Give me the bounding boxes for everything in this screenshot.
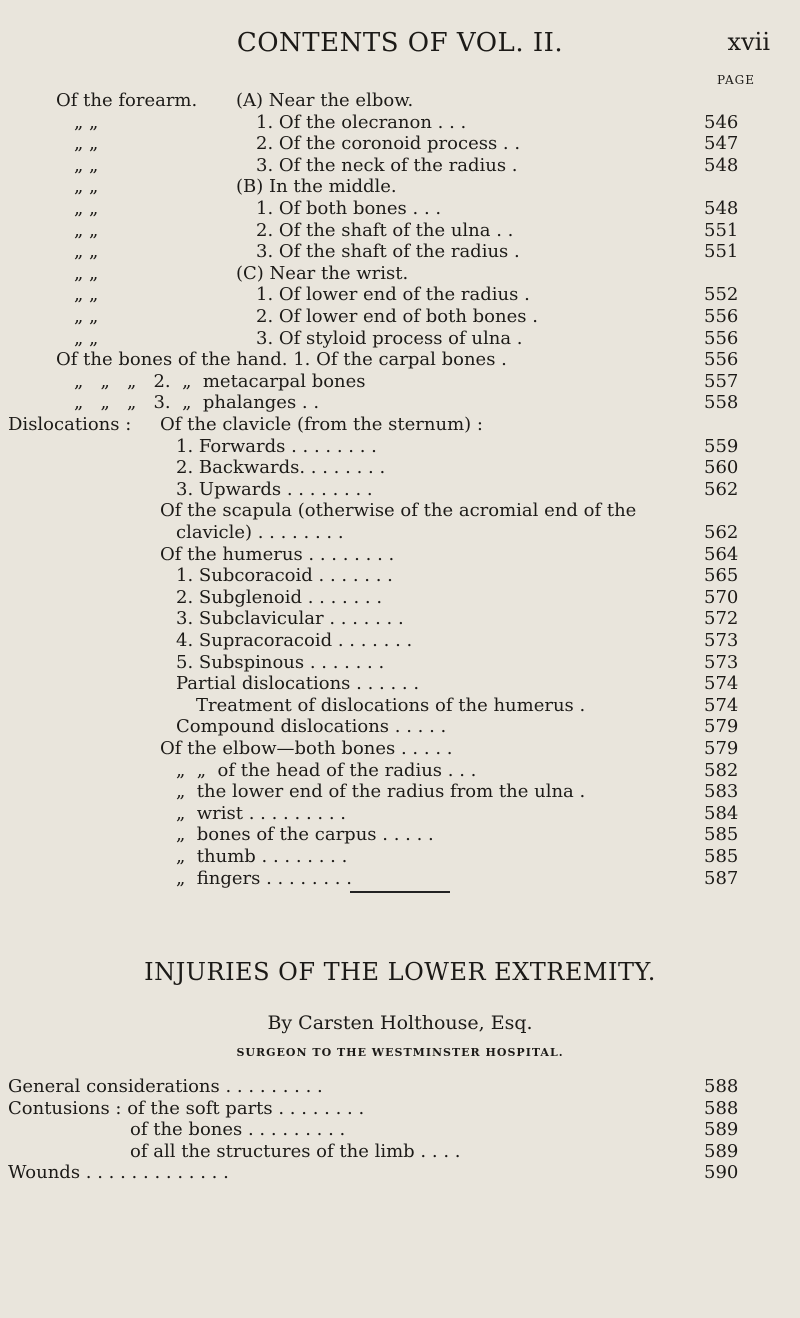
page-number: 548 [704, 154, 739, 176]
toc-entry: Wounds . . . . . . . . . . . . . [8, 1162, 229, 1184]
toc-entry-prefix: „ „ [74, 306, 99, 327]
page-number: 547 [704, 133, 739, 155]
page-number: 556 [704, 327, 739, 349]
toc-entry: „ fingers . . . . . . . . [176, 867, 352, 889]
toc-entry-prefix: „ „ [74, 198, 99, 219]
toc-section-label: Dislocations : [8, 414, 132, 435]
toc-entry: General considerations . . . . . . . . . [8, 1076, 323, 1097]
toc-entry: Of the humerus . . . . . . . . [160, 543, 395, 565]
toc-entry: 1. Of both bones . . . [256, 198, 442, 219]
page-number: 560 [704, 457, 739, 479]
page-number: 570 [704, 586, 739, 608]
toc-entry: „ the lower end of the radius from the ulna . [176, 781, 586, 803]
page-number: 579 [704, 738, 739, 759]
toc-entry: 5. Subspinous . . . . . . . [176, 651, 385, 673]
toc-entry: (A) Near the elbow. [236, 90, 414, 111]
toc-entry: 1. Forwards . . . . . . . . [176, 435, 377, 457]
page-number: 582 [704, 759, 739, 781]
section-title: INJURIES OF THE LOWER EXTREMITY. [144, 958, 656, 986]
toc-entry: Of the elbow—both bones . . . . . [160, 738, 453, 759]
page-number: 583 [704, 781, 739, 803]
toc-entry: 3. Of styloid process of ulna . [256, 327, 523, 349]
page-number: 559 [704, 435, 739, 457]
toc-entry: „ thumb . . . . . . . . [176, 846, 348, 867]
toc-entry: 3. Subclavicular . . . . . . . [176, 608, 404, 630]
page-number: 564 [704, 543, 739, 565]
page-number: 546 [704, 111, 739, 133]
page-number: 588 [704, 1097, 739, 1119]
toc-entry: of the bones . . . . . . . . . [130, 1119, 346, 1141]
toc-entry: 2. Of lower end of both bones . [256, 306, 538, 327]
page-number: 574 [704, 694, 739, 716]
toc-entry: Contusions : of the soft parts . . . . . . . . [8, 1097, 365, 1119]
toc-entry-prefix: Of the forearm. [56, 90, 198, 111]
toc-entry: „ wrist . . . . . . . . . [176, 802, 346, 824]
toc-entry: „ „ „ 2. „ metacarpal bones [74, 370, 366, 392]
toc-entry: (C) Near the wrist. [236, 262, 409, 284]
page-number: 572 [704, 608, 739, 630]
page-number: 548 [704, 198, 739, 219]
toc-entry: of all the structures of the limb . . . . [130, 1140, 461, 1162]
page-number: 556 [704, 306, 739, 327]
toc-entry: „ „ of the head of the radius . . . [176, 759, 477, 781]
toc-entry: Partial dislocations . . . . . . [176, 673, 420, 695]
toc-entry-prefix: „ „ [74, 176, 99, 198]
page-column-label: PAGE [717, 73, 755, 87]
toc-entry: 1. Of the olecranon . . . [256, 111, 467, 133]
page-number: 552 [704, 284, 739, 306]
page-number: 562 [704, 522, 739, 543]
page-number: 558 [704, 392, 739, 414]
page-number: 590 [704, 1162, 739, 1184]
page-number: 584 [704, 802, 739, 824]
page-number: 562 [704, 478, 739, 500]
toc-entry: Compound dislocations . . . . . [176, 716, 447, 738]
page-number-roman: xvii [727, 28, 770, 56]
toc-entry: 2. Backwards. . . . . . . . [176, 457, 386, 479]
toc-entry: 2. Of the coronoid process . . [256, 133, 521, 155]
page-number: 574 [704, 673, 739, 695]
toc-entry: 2. Of the shaft of the ulna . . [256, 219, 514, 241]
toc-entry-prefix: „ „ [74, 154, 99, 176]
page-number: 589 [704, 1119, 739, 1141]
toc-entry-prefix: „ „ [74, 327, 99, 349]
toc-entry: „ bones of the carpus . . . . . [176, 824, 434, 846]
toc-entry-prefix: „ „ [74, 241, 99, 263]
page-number: 556 [704, 349, 739, 371]
section-author: By Carsten Holthouse, Esq. [267, 1012, 533, 1034]
page-number: 585 [704, 846, 739, 867]
toc-entry: 4. Supracoracoid . . . . . . . [176, 630, 413, 651]
toc-entry-prefix: „ „ [74, 111, 99, 133]
toc-entry: Of the scapula (otherwise of the acromial end of the [160, 500, 637, 522]
page-number: 557 [704, 370, 739, 392]
toc-entry: 3. Of the neck of the radius . [256, 154, 518, 176]
toc-entry: 3. Of the shaft of the radius . [256, 241, 520, 263]
toc-entry-prefix: „ „ [74, 284, 99, 306]
running-header-title: CONTENTS OF VOL. II. [236, 28, 564, 58]
page-number: 587 [704, 867, 739, 889]
toc-entry-prefix: „ „ [74, 219, 99, 241]
toc-entry: clavicle) . . . . . . . . [176, 522, 344, 543]
toc-entry-heading: Of the clavicle (from the sternum) : [160, 414, 483, 435]
toc-entry: 1. Subcoracoid . . . . . . . [176, 565, 393, 587]
toc-entry: 2. Subglenoid . . . . . . . [176, 586, 383, 608]
page-number: 579 [704, 716, 739, 738]
page-number: 573 [704, 651, 739, 673]
toc-entry: 1. Of lower end of the radius . [256, 284, 530, 306]
page-number: 573 [704, 630, 739, 651]
page-number: 588 [704, 1076, 739, 1097]
page-number: 565 [704, 565, 739, 587]
toc-entry-prefix: „ „ [74, 262, 99, 284]
page-number: 551 [704, 241, 739, 263]
author-affiliation: SURGEON TO THE WESTMINSTER HOSPITAL. [236, 1046, 564, 1059]
toc-entry: 3. Upwards . . . . . . . . [176, 478, 373, 500]
toc-entry: (B) In the middle. [236, 176, 397, 198]
toc-entry: Of the bones of the hand. 1. Of the carpal bones . [56, 349, 507, 371]
page-number: 585 [704, 824, 739, 846]
page-number: 589 [704, 1140, 739, 1162]
section-divider [350, 891, 450, 893]
page-number: 551 [704, 219, 739, 241]
toc-entry: „ „ „ 3. „ phalanges . . [74, 392, 320, 414]
toc-entry: Treatment of dislocations of the humerus . [196, 694, 586, 716]
toc-entry-prefix: „ „ [74, 133, 99, 155]
